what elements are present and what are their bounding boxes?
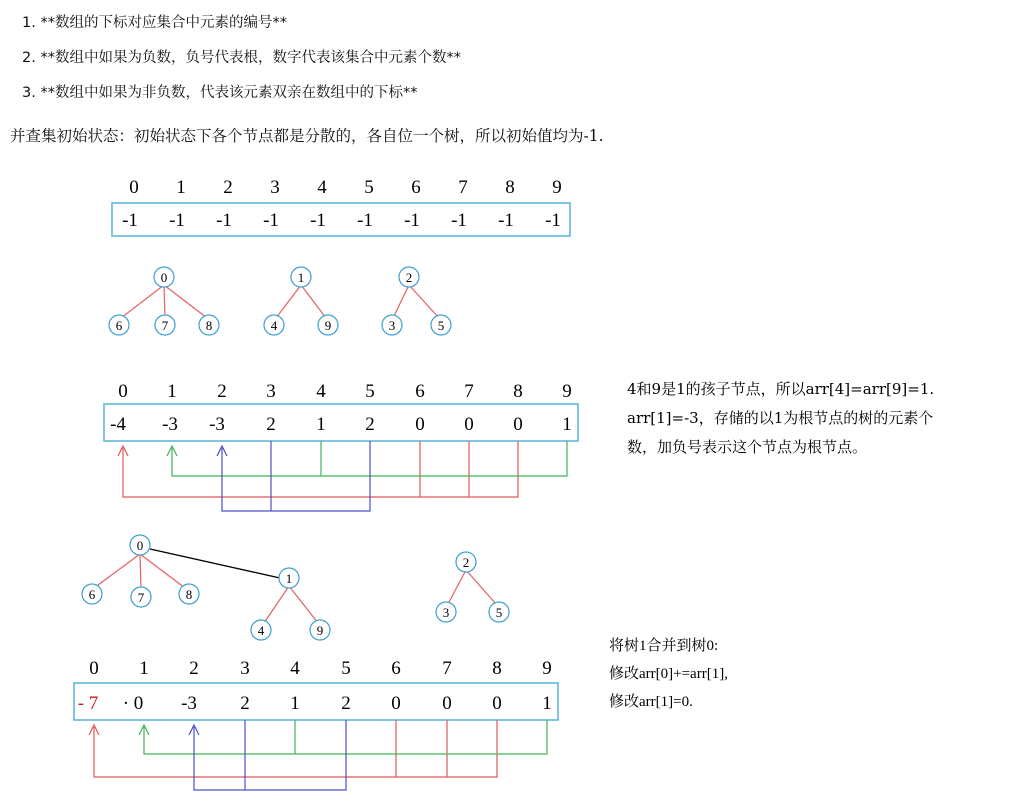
array3-index-9: 9 [542, 658, 552, 679]
intro-text: 并查集初始状态：初始状态下各个节点都是分散的，各自位一个树，所以初始值均为-1. [10, 127, 604, 145]
array3-box [74, 683, 558, 720]
array3-cell-8: 0 [492, 693, 502, 714]
edge2-2-5 [466, 570, 496, 604]
edge2-2-3 [448, 570, 466, 604]
node-7-label: 7 [161, 318, 169, 333]
node2-5-label: 5 [495, 605, 503, 620]
tree2-0 [94, 554, 185, 588]
edge2-0-7 [140, 554, 141, 588]
array1-index-0: 0 [129, 177, 139, 198]
node2-6-label: 6 [88, 587, 96, 602]
node2-7-label: 7 [137, 590, 145, 605]
array1-index-2: 2 [223, 177, 233, 198]
array1-cell-5: -1 [357, 210, 373, 231]
link3-blue-to-2 [194, 720, 346, 790]
array1-cell-3: -1 [263, 210, 279, 231]
array2-index-0: 0 [118, 381, 128, 402]
edge2-1-9 [289, 586, 318, 623]
array1-cell-2: -1 [216, 210, 232, 231]
node-1-label: 1 [297, 270, 305, 285]
edge2-0-6 [94, 554, 140, 588]
array3-cell-3: 2 [240, 693, 250, 714]
array3-cell-4: 1 [290, 693, 300, 714]
array1-index-3: 3 [270, 177, 280, 198]
node-0-label: 0 [160, 270, 168, 285]
array1-index-1: 1 [176, 177, 186, 198]
node-3-label: 3 [388, 318, 396, 333]
array3-index-0: 0 [89, 658, 99, 679]
array1-indices [129, 177, 562, 198]
array3-cell-2: -3 [181, 693, 197, 714]
node2-4-label: 4 [257, 623, 265, 638]
array3-index-6: 6 [391, 658, 401, 679]
array1-index-4: 4 [317, 177, 327, 198]
array1-cell-7: -1 [451, 210, 467, 231]
array3-index-1: 1 [139, 658, 149, 679]
array2-cell-1: -3 [162, 414, 178, 435]
node2-9-label: 9 [316, 623, 324, 638]
array2-cell-0: -4 [110, 414, 126, 435]
array1-index-9: 9 [552, 177, 562, 198]
tree-2 [393, 285, 439, 318]
node-4-label: 4 [270, 318, 278, 333]
edge-2-3 [393, 285, 409, 318]
array2-cell-2: -3 [209, 414, 225, 435]
array1-cell-8: -1 [498, 210, 514, 231]
array3-cell-1: · 0 [122, 693, 144, 714]
tree-1 [276, 285, 326, 318]
edge-0-8 [164, 285, 207, 318]
array3-index-4: 4 [290, 658, 300, 679]
note1-line1: 4和9是1的孩子节点，所以arr[4]=arr[9]=1. [627, 380, 935, 398]
edge2-1-4 [264, 586, 289, 623]
edge-0-6 [121, 285, 164, 318]
array3-cell-0: - 7 [77, 693, 99, 714]
array2-index-3: 3 [266, 381, 276, 402]
array2-values [110, 414, 572, 435]
edge-2-5 [409, 285, 439, 318]
array3-cell-7: 0 [442, 693, 452, 714]
array1-index-6: 6 [411, 177, 421, 198]
array1-index-5: 5 [364, 177, 374, 198]
edge-1-9 [301, 285, 326, 318]
tree2-1 [264, 586, 318, 623]
array1-values [122, 210, 561, 231]
merge-link-0-1 [150, 549, 280, 578]
tree2-2 [448, 570, 496, 604]
note1-line3: 数，加负号表示这个节点为根节点。 [627, 438, 868, 456]
array2-index-4: 4 [316, 381, 326, 402]
array3-index-8: 8 [492, 658, 502, 679]
node2-0-label: 0 [136, 538, 144, 553]
note1-line2: arr[1]=-3，存储的以1为根节点的树的元素个 [627, 409, 934, 427]
note2-line2: 修改arr[0]+=arr[1], [609, 666, 728, 682]
note2-line3: 修改arr[1]=0. [609, 694, 693, 710]
rule-1: 1. **数组的下标对应集合中元素的编号** [22, 15, 287, 31]
array2-cell-5: 2 [365, 414, 375, 435]
array3-indices [89, 658, 552, 679]
edge-1-4 [276, 285, 301, 318]
array2-cell-3: 2 [266, 414, 276, 435]
array2-index-6: 6 [415, 381, 425, 402]
array2-index-2: 2 [217, 381, 227, 402]
array2-indices [118, 381, 572, 402]
rule-3: 3. **数组中如果为非负数，代表该元素双亲在数组中的下标** [22, 85, 418, 101]
array3-index-3: 3 [240, 658, 250, 679]
node2-8-label: 8 [185, 587, 193, 602]
array1-cell-9: -1 [545, 210, 561, 231]
edge-0-7 [164, 285, 165, 318]
array2-links [118, 441, 567, 511]
note2-line1: 将树1合并到树0: [609, 638, 719, 654]
node-2-label: 2 [405, 270, 413, 285]
node2-3-label: 3 [442, 605, 450, 620]
rule-2: 2. **数组中如果为负数，负号代表根，数字代表该集合中元素个数** [22, 50, 461, 66]
array3-index-2: 2 [189, 658, 199, 679]
array2-cell-6: 0 [415, 414, 425, 435]
array3-index-5: 5 [341, 658, 351, 679]
node-9-label: 9 [324, 318, 332, 333]
node-6-label: 6 [115, 318, 123, 333]
array2-index-1: 1 [167, 381, 177, 402]
array3-links [89, 720, 547, 790]
array2-cell-9: 1 [562, 414, 572, 435]
node-5-label: 5 [437, 318, 445, 333]
array1-index-8: 8 [505, 177, 515, 198]
node2-2-label: 2 [462, 555, 470, 570]
array2-index-7: 7 [464, 381, 474, 402]
array1-index-7: 7 [458, 177, 468, 198]
array2-cell-8: 0 [513, 414, 523, 435]
tree-0 [121, 285, 207, 318]
array2-index-9: 9 [562, 381, 572, 402]
array2-cell-7: 0 [464, 414, 474, 435]
array1-cell-6: -1 [404, 210, 420, 231]
array2-index-5: 5 [365, 381, 375, 402]
array3-index-7: 7 [442, 658, 452, 679]
array2-index-8: 8 [513, 381, 523, 402]
array1-cell-0: -1 [122, 210, 138, 231]
array1-cell-1: -1 [169, 210, 185, 231]
array3-values [78, 693, 552, 714]
node2-1-label: 1 [285, 571, 293, 586]
array3-cell-9: 1 [542, 693, 552, 714]
array3-cell-5: 2 [341, 693, 351, 714]
array2-cell-4: 1 [316, 414, 326, 435]
edge2-0-8 [140, 554, 185, 588]
array1-cell-4: -1 [310, 210, 326, 231]
array3-cell-6: 0 [391, 693, 401, 714]
node-8-label: 8 [205, 318, 213, 333]
